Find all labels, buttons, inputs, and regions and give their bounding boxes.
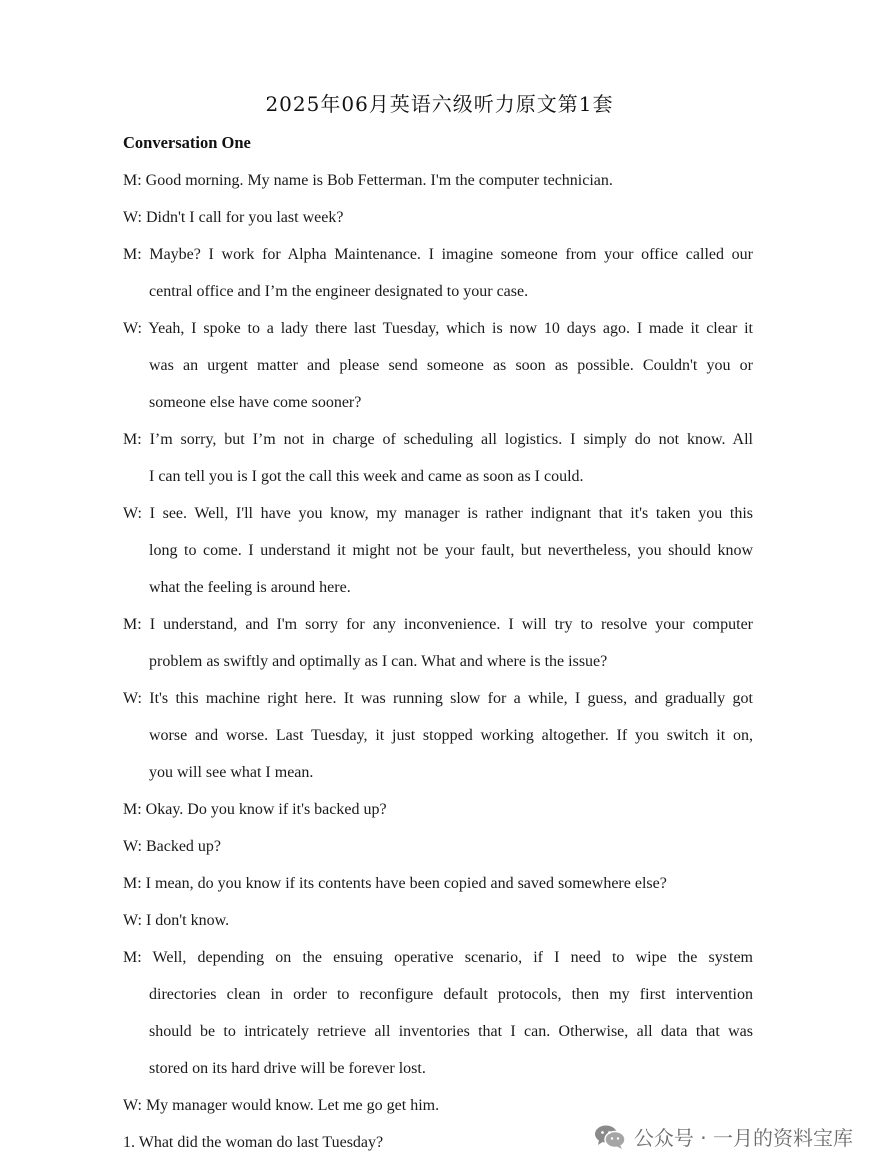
document-title: 2025年06月英语六级听力原文第1套 <box>265 92 614 116</box>
transcript-line: worse and worse. Last Tuesday, it just stopped working altogether. If you switch it on, <box>149 727 753 744</box>
transcript-line: central office and I’m the engineer designated to your case. <box>149 283 529 300</box>
watermark <box>594 1122 853 1151</box>
watermark-text: 公众号 · 一月的资料宝库 <box>633 1126 853 1150</box>
transcript-line: stored on its hard drive will be forever lost. <box>149 1060 426 1077</box>
transcript-line: W: Yeah, I spoke to a lady there last Tuesday, which is now 10 days ago. I made it clear it <box>123 320 753 337</box>
wechat-icon <box>594 1124 626 1150</box>
transcript-line: M: Well, depending on the ensuing operative scenario, if I need to wipe the system <box>123 949 753 966</box>
transcript-line: I can tell you is I got the call this week and came as soon as I could. <box>149 468 584 485</box>
transcript-line: M: I mean, do you know if its contents have been copied and saved somewhere else? <box>123 875 667 892</box>
transcript-body <box>123 162 753 1161</box>
transcript-line: W: I don't know. <box>123 912 230 929</box>
transcript-line: W: I see. Well, I'll have you know, my manager is rather indignant that it's taken you this <box>123 505 753 522</box>
transcript-line: directories clean in order to reconfigure default protocols, then my first intervention <box>149 986 753 1003</box>
question-line: 1. What did the woman do last Tuesday? <box>123 1134 384 1151</box>
transcript-line: W: Backed up? <box>123 838 222 855</box>
transcript-line: W: Didn't I call for you last week? <box>123 209 344 226</box>
section-heading: Conversation One <box>123 133 251 152</box>
transcript-line: M: Okay. Do you know if it's backed up? <box>123 801 387 818</box>
transcript-line: M: I understand, and I'm sorry for any inconvenience. I will try to resolve your computer <box>123 616 753 633</box>
transcript-line: M: Maybe? I work for Alpha Maintenance. I imagine someone from your office called our <box>123 246 753 263</box>
transcript-line: M: Good morning. My name is Bob Fetterman. I'm the computer technician. <box>123 172 613 189</box>
transcript-line: W: My manager would know. Let me go get him. <box>123 1097 440 1114</box>
transcript-line: was an urgent matter and please send someone as soon as possible. Couldn't you or <box>149 357 753 374</box>
transcript-line: should be to intricately retrieve all inventories that I can. Otherwise, all data that was <box>149 1023 753 1040</box>
transcript-line: W: It's this machine right here. It was running slow for a while, I guess, and gradually got <box>123 690 753 707</box>
transcript-line: someone else have come sooner? <box>149 394 362 411</box>
transcript-line: problem as swiftly and optimally as I can. What and where is the issue? <box>149 653 608 670</box>
transcript-line: you will see what I mean. <box>149 764 314 781</box>
transcript-line: what the feeling is around here. <box>149 579 351 596</box>
transcript-line: M: I’m sorry, but I’m not in charge of scheduling all logistics. I simply do not know. All <box>123 431 753 448</box>
transcript-line: long to come. I understand it might not be your fault, but nevertheless, you should know <box>149 542 753 559</box>
